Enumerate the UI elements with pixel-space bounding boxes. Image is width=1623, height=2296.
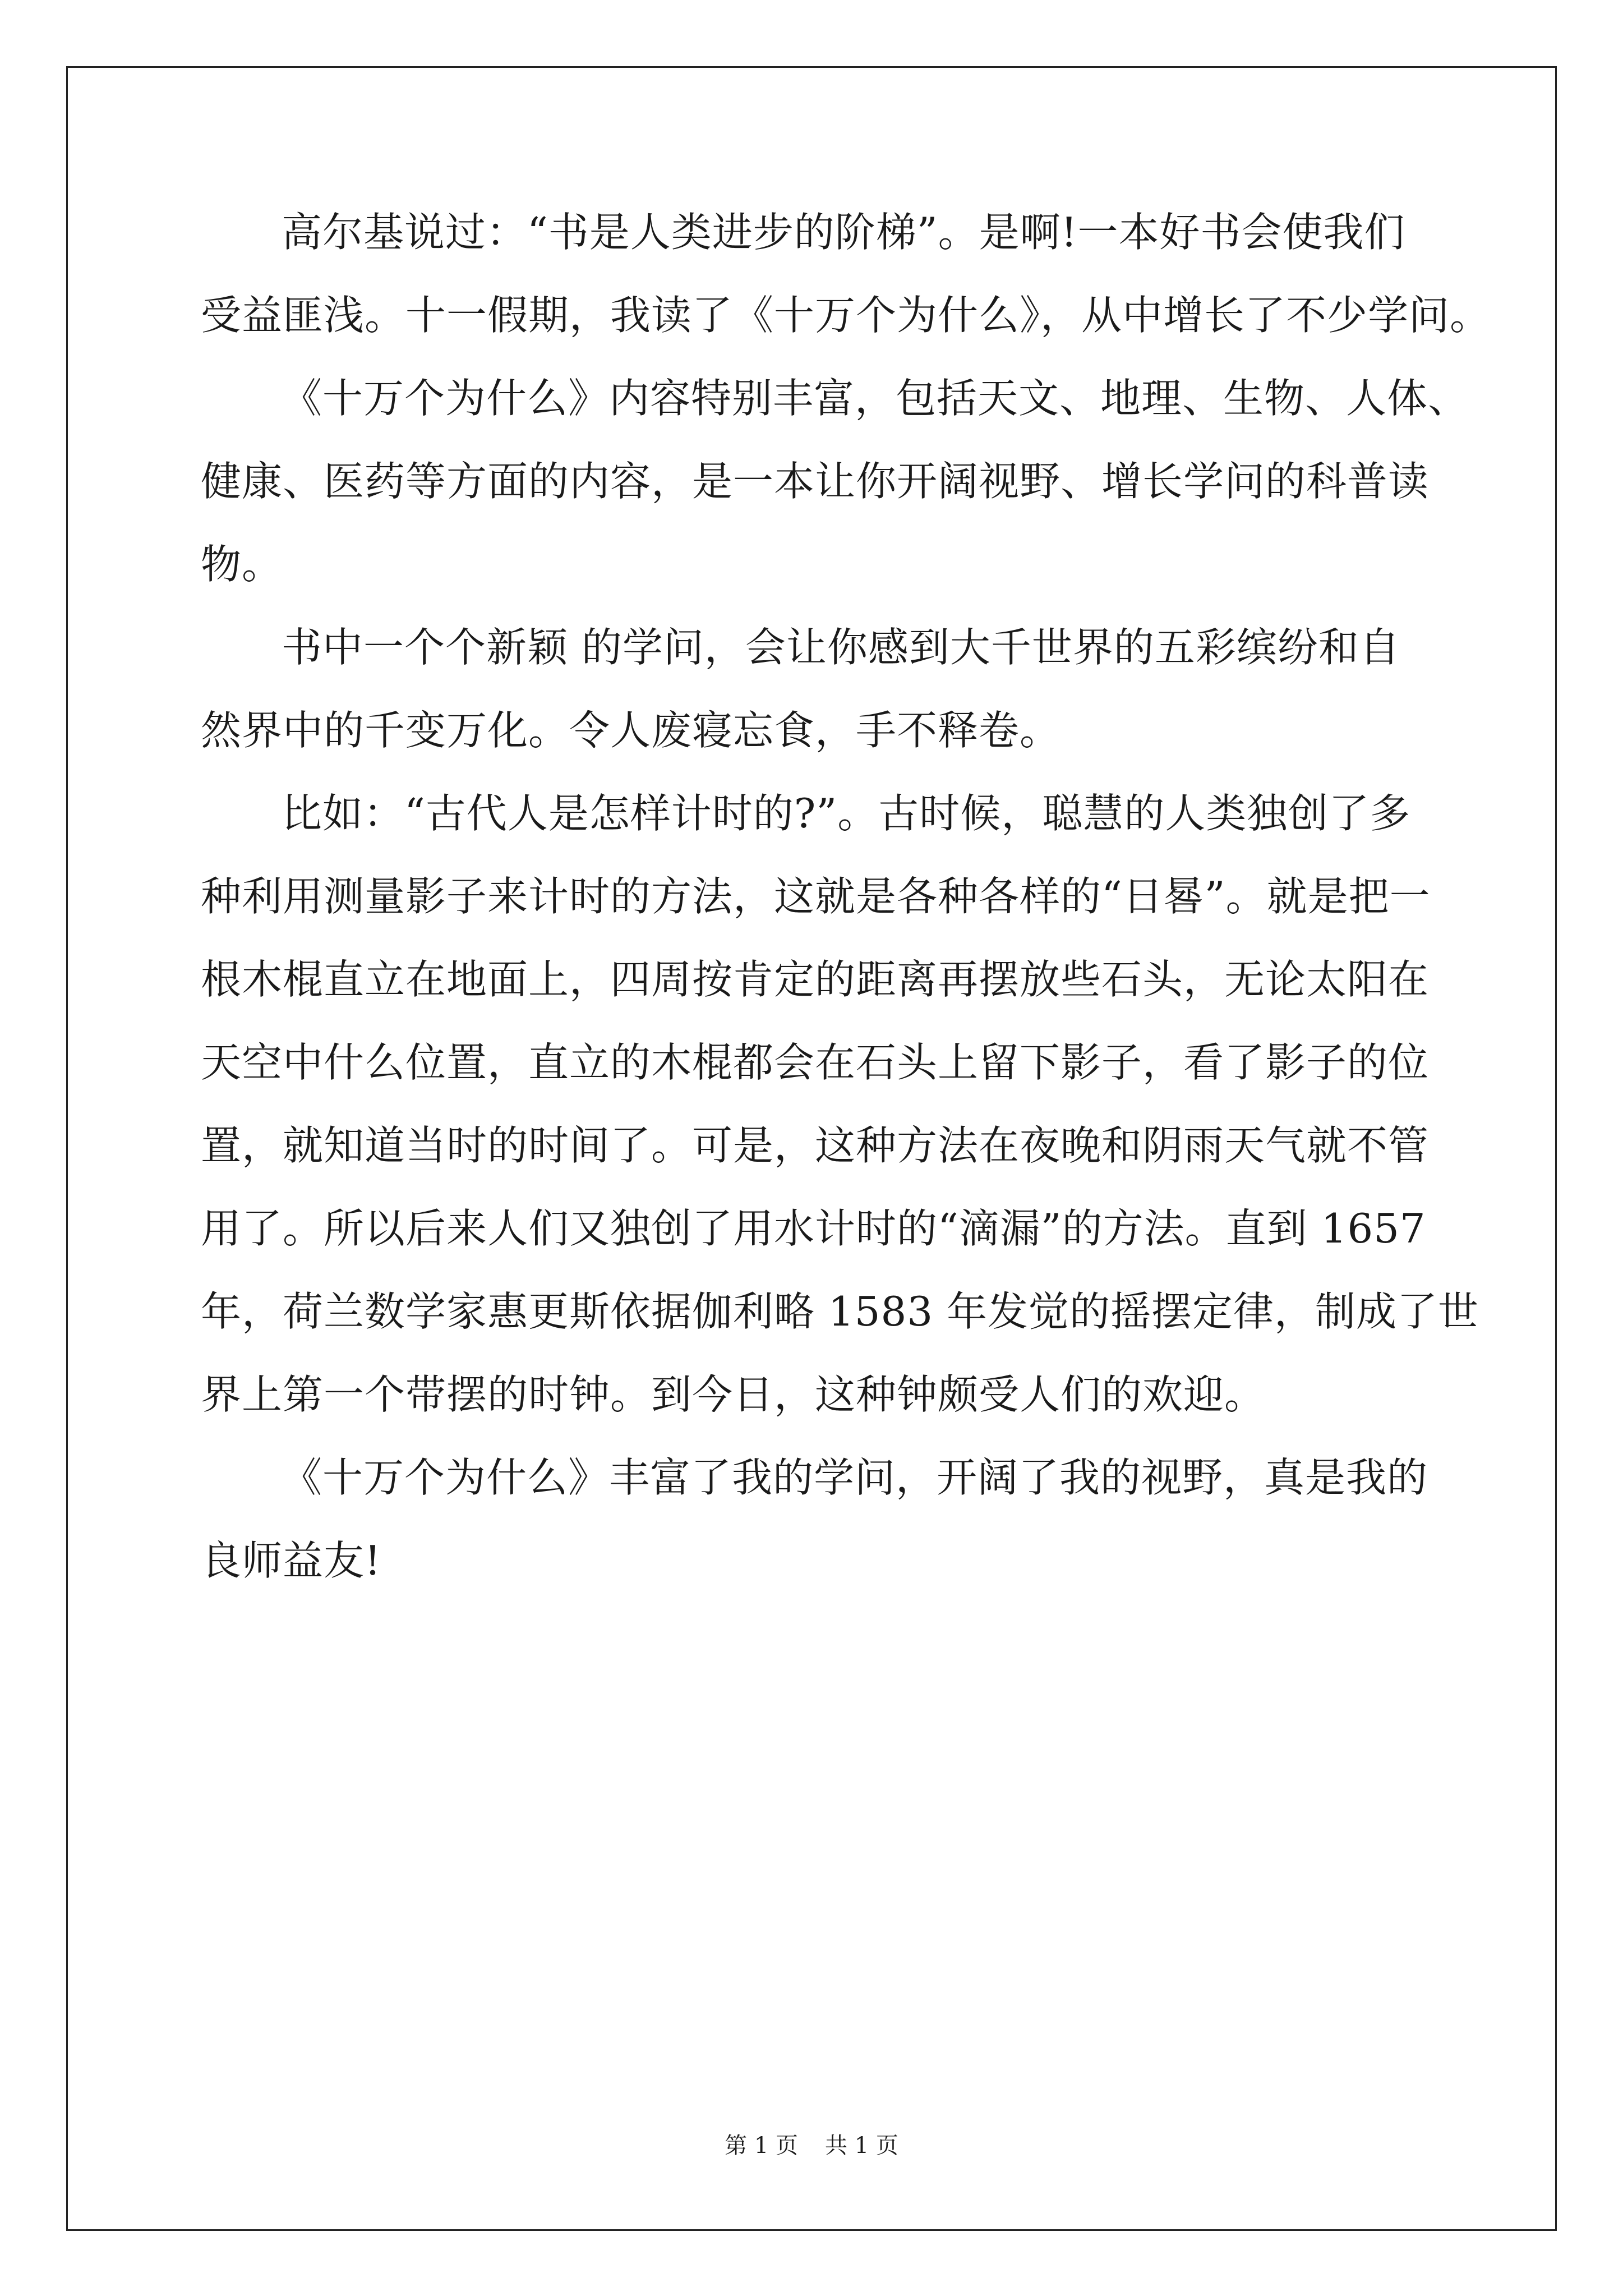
page-total: 共 1 页 (825, 2133, 898, 2159)
text-line: 种利用测量影子来计时的方法，这就是各种各样的“日晷”。就是把一 (201, 873, 1431, 920)
text-line: 置，就知道当时的时间了。可是，这种方法在夜晚和阴雨天气就不管 (201, 1122, 1430, 1169)
text-line: 高尔基说过：“书是人类进步的阶梯”。是啊!一本好书会使我们 (282, 209, 1405, 256)
text-line: 《十万个为什么》丰富了我的学问，开阔了我的视野，真是我的 (282, 1454, 1428, 1501)
text-line: 用了。所以后来人们又独创了用水计时的“滴漏”的方法。直到 1657 (201, 1205, 1426, 1252)
text-line: 良师益友! (201, 1537, 381, 1584)
text-line: 《十万个为什么》内容特别丰富，包括天文、地理、生物、人体、 (282, 375, 1469, 422)
text-line: 天空中什么位置，直立的木棍都会在石头上留下影子，看了影子的位 (201, 1039, 1430, 1086)
text-line: 根木棍直立在地面上，四周按肯定的距离再摆放些石头，无论太阳在 (201, 956, 1430, 1003)
text-line: 书中一个个新颖 的学问，会让你感到大千世界的五彩缤纷和自 (282, 624, 1400, 671)
text-line: 物。 (201, 541, 283, 588)
page-footer (0, 2134, 1623, 2157)
text-line: 受益匪浅。十一假期，我读了《十万个为什么》，从中增长了不少学问。 (201, 292, 1491, 339)
text-line: 比如：“古代人是怎样计时的?”。古时候，聪慧的人类独创了多 (282, 790, 1411, 837)
text-line: 健康、医药等方面的内容，是一本让你开阔视野、增长学问的科普读 (201, 458, 1430, 505)
page-number: 第 1 页 (725, 2133, 798, 2159)
text-line: 年，荷兰数学家惠更斯依据伽利略 1583 年发觉的摇摆定律，制成了世 (201, 1288, 1479, 1335)
text-line: 然界中的千变万化。令人废寝忘食，手不释卷。 (201, 707, 1061, 754)
text-line: 界上第一个带摆的时钟。到今日，这种钟颇受人们的欢迎。 (201, 1371, 1266, 1418)
